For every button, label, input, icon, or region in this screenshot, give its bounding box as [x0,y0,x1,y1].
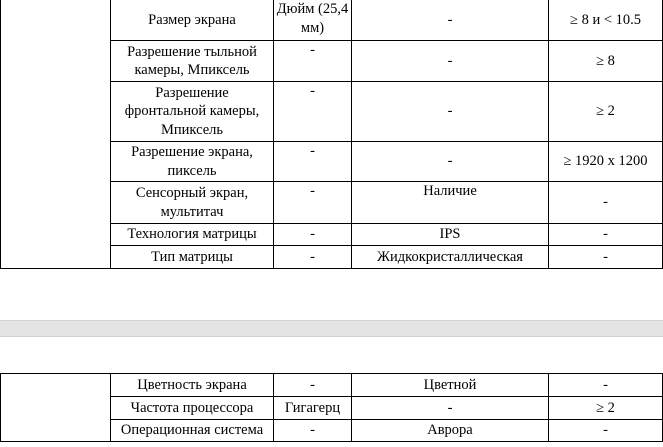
unit-cell: - [274,224,352,246]
spec-table-bottom [0,373,663,442]
value-cell: - [352,82,549,142]
value-cell: - [352,397,549,420]
unit-cell: - [274,420,352,442]
requirement-cell: ≥ 8 и < 10.5 [549,0,663,41]
requirement-cell: - [549,224,663,246]
param-name-cell: Тип матрицы [111,246,274,269]
value-cell: - [352,41,549,82]
requirement-cell: - [549,182,663,224]
unit-cell: Дюйм (25,4 мм) [274,0,352,41]
unit-cell: - [274,82,352,142]
requirement-cell: - [549,374,663,397]
value-cell: Наличие [352,182,549,224]
param-name-cell: Разрешение фронтальной камеры, Мпиксель [111,82,274,142]
param-name-cell: Размер экрана [111,0,274,41]
param-name-cell: Операционная система [111,420,274,442]
value-cell: Жидкокристаллическая [352,246,549,269]
requirement-cell: - [549,246,663,269]
table-row [1,0,663,41]
table-row [1,374,663,397]
param-name-cell: Разрешение экрана, пиксель [111,142,274,182]
value-cell: Аврора [352,420,549,442]
requirement-cell: ≥ 8 [549,41,663,82]
unit-cell: - [274,374,352,397]
value-cell: - [352,142,549,182]
param-name-cell: Цветность экрана [111,374,274,397]
unit-cell: - [274,142,352,182]
unit-cell: - [274,246,352,269]
param-name-cell: Сенсорный экран, мультитач [111,182,274,224]
page-break-gap [0,320,663,337]
param-name-cell: Разрешение тыльной камеры, Мпиксель [111,41,274,82]
value-cell: - [352,0,549,41]
unit-cell: Гигагерц [274,397,352,420]
requirement-cell: ≥ 1920 x 1200 [549,142,663,182]
unit-cell: - [274,182,352,224]
empty-first-column-cell [1,374,111,442]
param-name-cell: Технология матрицы [111,224,274,246]
param-name-cell: Частота процессора [111,397,274,420]
empty-first-column-cell [1,0,111,269]
requirement-cell: ≥ 2 [549,397,663,420]
requirement-cell: - [549,420,663,442]
value-cell: IPS [352,224,549,246]
unit-cell: - [274,41,352,82]
value-cell: Цветной [352,374,549,397]
requirement-cell: ≥ 2 [549,82,663,142]
